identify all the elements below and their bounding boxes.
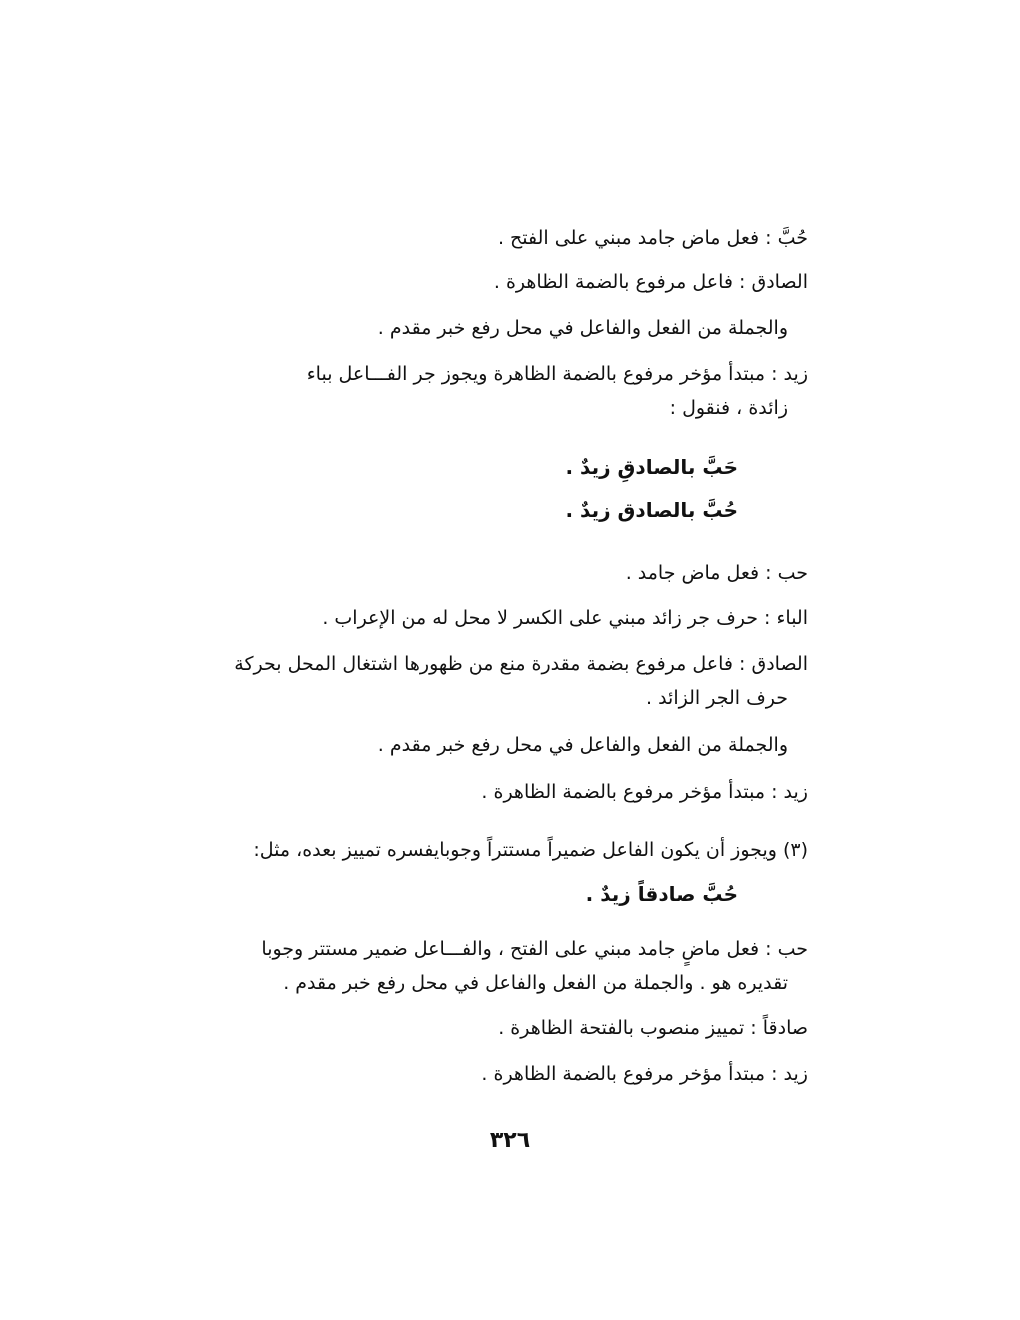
text-line: الصادق : فاعل مرفوع بالضمة الظاهرة .: [493, 271, 808, 293]
text-line: حب : فعل ماض جامد .: [625, 562, 808, 584]
page-number: ٣٢٦: [489, 1128, 531, 1153]
text-line: (٣) ويجوز أن يكون الفاعل ضميراً مستتراً وجوبايفسره تمييز بعده، مثل:: [253, 839, 808, 861]
text-line: والجملة من الفعل والفاعل في محل رفع خبر مقدم .: [377, 734, 788, 756]
example-line: حُبَّ صادقاً زيدٌ .: [585, 882, 738, 906]
text-line: زيد : مبتدأ مؤخر مرفوع بالضمة الظاهرة ويجوز جر الفـــاعل بباء: [306, 363, 808, 385]
example-line: حَبَّ بالصادقِ زيدٌ .: [565, 455, 738, 479]
text-line: تقديره هو . والجملة من الفعل والفاعل في محل رفع خبر مقدم .: [283, 972, 788, 994]
text-line: صادقاً : تمييز منصوب بالفتحة الظاهرة .: [498, 1017, 808, 1039]
text-line: حُبَّ : فعل ماض جامد مبني على الفتح .: [497, 227, 808, 249]
text-line: حب : فعل ماضٍ جامد مبني على الفتح ، والفـــاعل ضمير مستتر وجوبا: [261, 938, 808, 960]
text-line: حرف الجر الزائد .: [646, 687, 788, 709]
text-line: الصادق : فاعل مرفوع بضمة مقدرة منع من ظهورها اشتغال المحل بحركة: [234, 653, 808, 675]
text-line: والجملة من الفعل والفاعل في محل رفع خبر مقدم .: [377, 317, 788, 339]
example-line: حُبَّ بالصادق زيدٌ .: [565, 498, 738, 522]
text-line: زائدة ، فنقول :: [669, 397, 788, 419]
text-line: زيد : مبتدأ مؤخر مرفوع بالضمة الظاهرة .: [481, 781, 808, 803]
text-line: الباء : حرف جر زائد مبني على الكسر لا محل له من الإعراب .: [322, 607, 808, 629]
text-line: زيد : مبتدأ مؤخر مرفوع بالضمة الظاهرة .: [481, 1063, 808, 1085]
